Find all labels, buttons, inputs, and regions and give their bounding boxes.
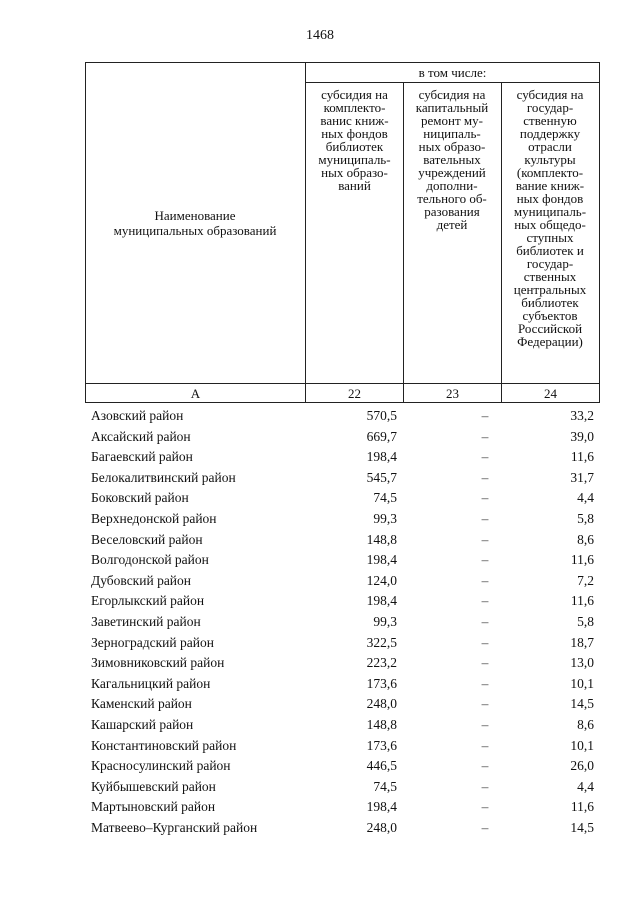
municipality-name: Боковский район <box>91 490 189 506</box>
value-col24: 11,6 <box>570 593 594 609</box>
page-number: 1468 <box>306 28 334 43</box>
municipality-name: Константиновский район <box>91 737 237 753</box>
municipality-name: Матвеево–Курганский район <box>91 819 258 835</box>
index-a: А <box>190 386 201 401</box>
table-row <box>85 488 600 509</box>
table-row <box>85 674 600 695</box>
value-col22: 248,0 <box>366 819 397 835</box>
col-divider-a-22 <box>305 62 306 403</box>
table-row <box>85 468 600 489</box>
value-col22: 198,4 <box>366 552 397 568</box>
value-col22: 148,8 <box>366 531 397 547</box>
value-col23: – <box>481 510 489 526</box>
value-col24: 5,8 <box>577 613 594 629</box>
value-col23: – <box>481 572 489 588</box>
table-row <box>85 736 600 757</box>
table-row <box>85 427 600 448</box>
table-header <box>85 62 600 402</box>
value-col24: 7,2 <box>577 572 594 588</box>
municipality-name: Веселовский район <box>91 531 203 547</box>
value-col24: 8,6 <box>577 716 594 732</box>
municipality-name: Верхнедонской район <box>91 510 217 526</box>
value-col24: 11,6 <box>570 552 594 568</box>
value-col23: – <box>481 716 489 732</box>
table-row <box>85 715 600 736</box>
value-col23: – <box>481 696 489 712</box>
value-col23: – <box>481 819 489 835</box>
table-row <box>85 571 600 592</box>
index-24: 24 <box>544 386 557 401</box>
value-col24: 18,7 <box>570 634 594 650</box>
col23-header: субсидия на капитальный ремонт му- ниципаль- ных образо- вательных учреждений дополни- тельного об- разования детей <box>415 87 489 232</box>
table-row <box>85 756 600 777</box>
value-col24: 4,4 <box>577 778 594 794</box>
right-border <box>599 62 600 403</box>
table-row <box>85 550 600 571</box>
value-col23: – <box>481 531 489 547</box>
value-col24: 5,8 <box>577 510 594 526</box>
col24-header: субсидия на государ- ственную поддержку отрасли культуры (комплекто- вание книж- ных фондов муниципаль- ных общедо- ступных библиотек и государ- ственных центральных библиотек субъектов Российской Федерации) <box>513 87 587 349</box>
table-row <box>85 653 600 674</box>
municipality-name: Азовский район <box>91 408 184 423</box>
value-col23: – <box>481 758 489 774</box>
table-body <box>85 406 600 838</box>
table-row <box>85 612 600 633</box>
table-row <box>85 530 600 551</box>
value-col24: 33,2 <box>570 408 594 423</box>
value-col24: 31,7 <box>570 469 594 485</box>
municipality-name: Мартыновский район <box>91 799 216 815</box>
value-col22: 248,0 <box>366 696 397 712</box>
municipality-name: Волгодонской район <box>91 552 209 568</box>
value-col23: – <box>481 552 489 568</box>
table-row <box>85 447 600 468</box>
value-col23: – <box>481 737 489 753</box>
value-col22: 669,7 <box>366 428 397 444</box>
value-col22: 198,4 <box>366 593 397 609</box>
municipality-name: Зерноградский район <box>91 634 214 650</box>
left-border <box>85 62 86 403</box>
table-row <box>85 591 600 612</box>
value-col23: – <box>481 655 489 671</box>
value-col24: 10,1 <box>570 675 594 691</box>
municipality-name: Дубовский район <box>91 572 192 588</box>
index-22: 22 <box>348 386 361 401</box>
value-col22: 173,6 <box>366 737 397 753</box>
value-col23: – <box>481 428 489 444</box>
value-col24: 10,1 <box>570 737 594 753</box>
value-col24: 14,5 <box>570 819 594 835</box>
value-col23: – <box>481 469 489 485</box>
table-row <box>85 797 600 818</box>
group-header-label: в том числе: <box>418 65 487 80</box>
municipality-name: Кашарский район <box>91 716 194 732</box>
municipality-name: Каменский район <box>91 696 192 712</box>
value-col22: 198,4 <box>366 799 397 815</box>
municipality-name: Красносулинский район <box>91 758 231 774</box>
group-divider-line <box>305 82 600 83</box>
value-col24: 39,0 <box>570 428 594 444</box>
value-col22: 124,0 <box>366 572 397 588</box>
value-col22: 446,5 <box>366 758 397 774</box>
value-col24: 26,0 <box>570 758 594 774</box>
table-row <box>85 694 600 715</box>
table-row <box>85 818 600 839</box>
index-row-top-line <box>85 383 600 384</box>
municipality-name: Белокалитвинский район <box>91 469 236 485</box>
municipality-name: Куйбышевский район <box>91 778 216 794</box>
table-row <box>85 777 600 798</box>
municipality-name: Аксайский район <box>91 428 191 444</box>
value-col24: 4,4 <box>577 490 594 506</box>
value-col24: 8,6 <box>577 531 594 547</box>
table-row <box>85 509 600 530</box>
value-col24: 11,6 <box>570 799 594 815</box>
table-row <box>85 406 600 427</box>
name-column-header: Наименование муниципальных образований <box>113 208 277 238</box>
index-23: 23 <box>446 386 459 401</box>
value-col22: 74,5 <box>373 778 397 794</box>
value-col22: 198,4 <box>366 449 397 465</box>
value-col22: 223,2 <box>366 655 397 671</box>
value-col22: 99,3 <box>373 613 397 629</box>
value-col22: 173,6 <box>366 675 397 691</box>
value-col23: – <box>481 778 489 794</box>
header-top-border <box>85 62 600 63</box>
value-col23: – <box>481 675 489 691</box>
value-col22: 99,3 <box>373 510 397 526</box>
value-col23: – <box>481 799 489 815</box>
value-col23: – <box>481 593 489 609</box>
value-col22: 148,8 <box>366 716 397 732</box>
value-col24: 11,6 <box>570 449 594 465</box>
value-col23: – <box>481 634 489 650</box>
table-row <box>85 633 600 654</box>
value-col22: 322,5 <box>366 634 397 650</box>
header-bottom-border <box>85 402 600 403</box>
value-col24: 13,0 <box>570 655 594 671</box>
value-col22: 74,5 <box>373 490 397 506</box>
value-col23: – <box>481 449 489 465</box>
value-col22: 545,7 <box>366 469 397 485</box>
municipality-name: Кагальницкий район <box>91 675 211 691</box>
municipality-name: Заветинский район <box>91 613 201 629</box>
municipality-name: Зимовниковский район <box>91 655 225 671</box>
municipality-name: Багаевский район <box>91 449 193 465</box>
municipality-name: Егорлыкский район <box>91 593 205 609</box>
value-col24: 14,5 <box>570 696 594 712</box>
col22-header: субсидия на комплекто- ванис книж- ных фондов библиотек муниципаль- ных образо- ваний <box>318 87 391 193</box>
value-col22: 570,5 <box>366 408 397 423</box>
value-col23: – <box>481 408 489 423</box>
value-col23: – <box>481 490 489 506</box>
value-col23: – <box>481 613 489 629</box>
